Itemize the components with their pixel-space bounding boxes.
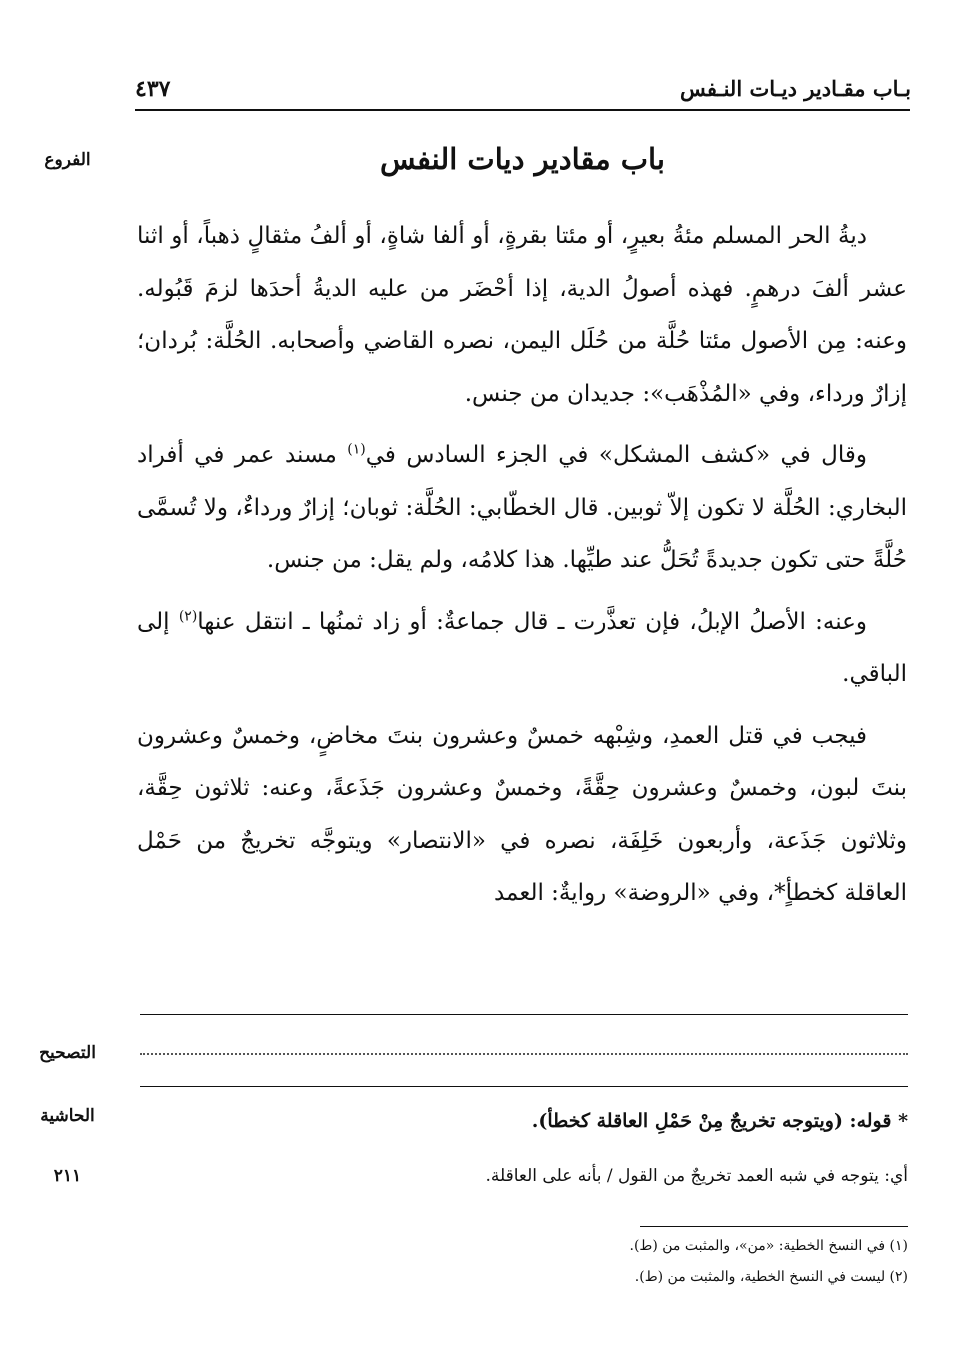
hashiya-body: أي: يتوجه في شبه العمد تخريجٌ من القول / بأنه على العاقلة. <box>485 1166 908 1186</box>
paragraph-text: وعنه: الأصلُ الإبلُ، فإن تعذَّرت ـ قال جماعةٌ: أو زاد ثمنُها ـ انتقل عنها <box>197 608 867 635</box>
footnote-rule <box>640 1226 908 1227</box>
paragraph-1 <box>137 210 907 420</box>
chapter-title: باب مقادير ديات النفس <box>380 142 665 176</box>
footnote-1: (١) في النسخ الخطية: «من»، والمثبت من (ط). <box>629 1238 908 1254</box>
paragraph-text: ديةُ الحر المسلم مئةُ بعيرٍ، أو مئتا بقرةٍ، أو ألفا شاةٍ، أو ألفُ مثقالٍ ذهباً، أو اثنا عشر ألفَ درهمٍ. فهذه أصولُ الدية، إذا أحْضَر من عليه الديةُ أحدَها لزمَ قَبُوله. وعنه: مِن الأصول مئتا حُلَّة من حُلَل اليمن، نصره القاضي وأصحابه. الحُلَّة: بُردان؛ إزارٌ ورداء، وفي «المُذْهَب»: جديدان من جنس. <box>137 223 907 407</box>
paragraph-text: فيجب في قتل العمدِ، وشِبْهه خمسٌ وعشرون بنتَ مخاضٍ، وخمسٌ وعشرون بنتَ لبون، وخمسٌ وعشرون حِقَّةً، وخمسٌ وعشرون جَذَعةً، وعنه: ثلاثون حِقَّة، وثلاثون جَذَعة، وأربعون خَلِفَة، نصره في «الانتصار» ويتوجَّه تخريجٌ من حَمْل العاقلة كخطأٍ*، وفي «الروضة» روايةٌ: العمد <box>137 722 907 906</box>
paragraph-4 <box>137 710 907 920</box>
margin-label-furu: الفروع <box>44 150 91 170</box>
paragraph-text: إلى الباقي. <box>137 608 907 687</box>
main-text <box>137 210 907 920</box>
paragraph-text: مسند عمر في أفراد البخاري: الحُلَّة لا تكون إلاّ ثوبين. قال الخطّابي: الحُلَّة: ثوبان؛ إزارٌ ورداءٌ، ولا تُسمَّى حُلَّةً حتى تكون جديدةً تُحَلُّ عند طيِّها. هذا كلامُه، ولم يقل: من جنس. <box>137 442 907 573</box>
paragraph-2 <box>137 429 907 587</box>
hashiya-top-rule <box>140 1086 908 1087</box>
margin-label-hashiya: الحاشية <box>40 1106 95 1126</box>
running-head-title: بـاب مقـادير ديـات النـفس <box>680 76 911 101</box>
footnote-2: (٢) ليست في النسخ الخطية، والمثبت من (ط). <box>634 1269 908 1285</box>
hashiya-heading: * قوله: (ويتوجه تخريجٌ مِنْ حَمْلِ العاقلة كخطأ). <box>531 1110 908 1132</box>
paragraph-3 <box>137 596 907 701</box>
footnote-mark-2: (٢) <box>178 607 198 624</box>
footnote-mark-1: (١) <box>347 441 366 458</box>
main-text-bottom-rule <box>140 1014 908 1015</box>
tashih-dotted-rule <box>140 1053 908 1055</box>
header-rule <box>135 109 910 111</box>
paragraph-text: وقال في «كشف المشكل» في الجزء السادس في <box>365 442 867 468</box>
page-number: ٤٣٧ <box>135 76 171 102</box>
hashiya-page-number: ٢١١ <box>53 1166 82 1186</box>
margin-label-tashih: التصحيح <box>39 1043 96 1063</box>
